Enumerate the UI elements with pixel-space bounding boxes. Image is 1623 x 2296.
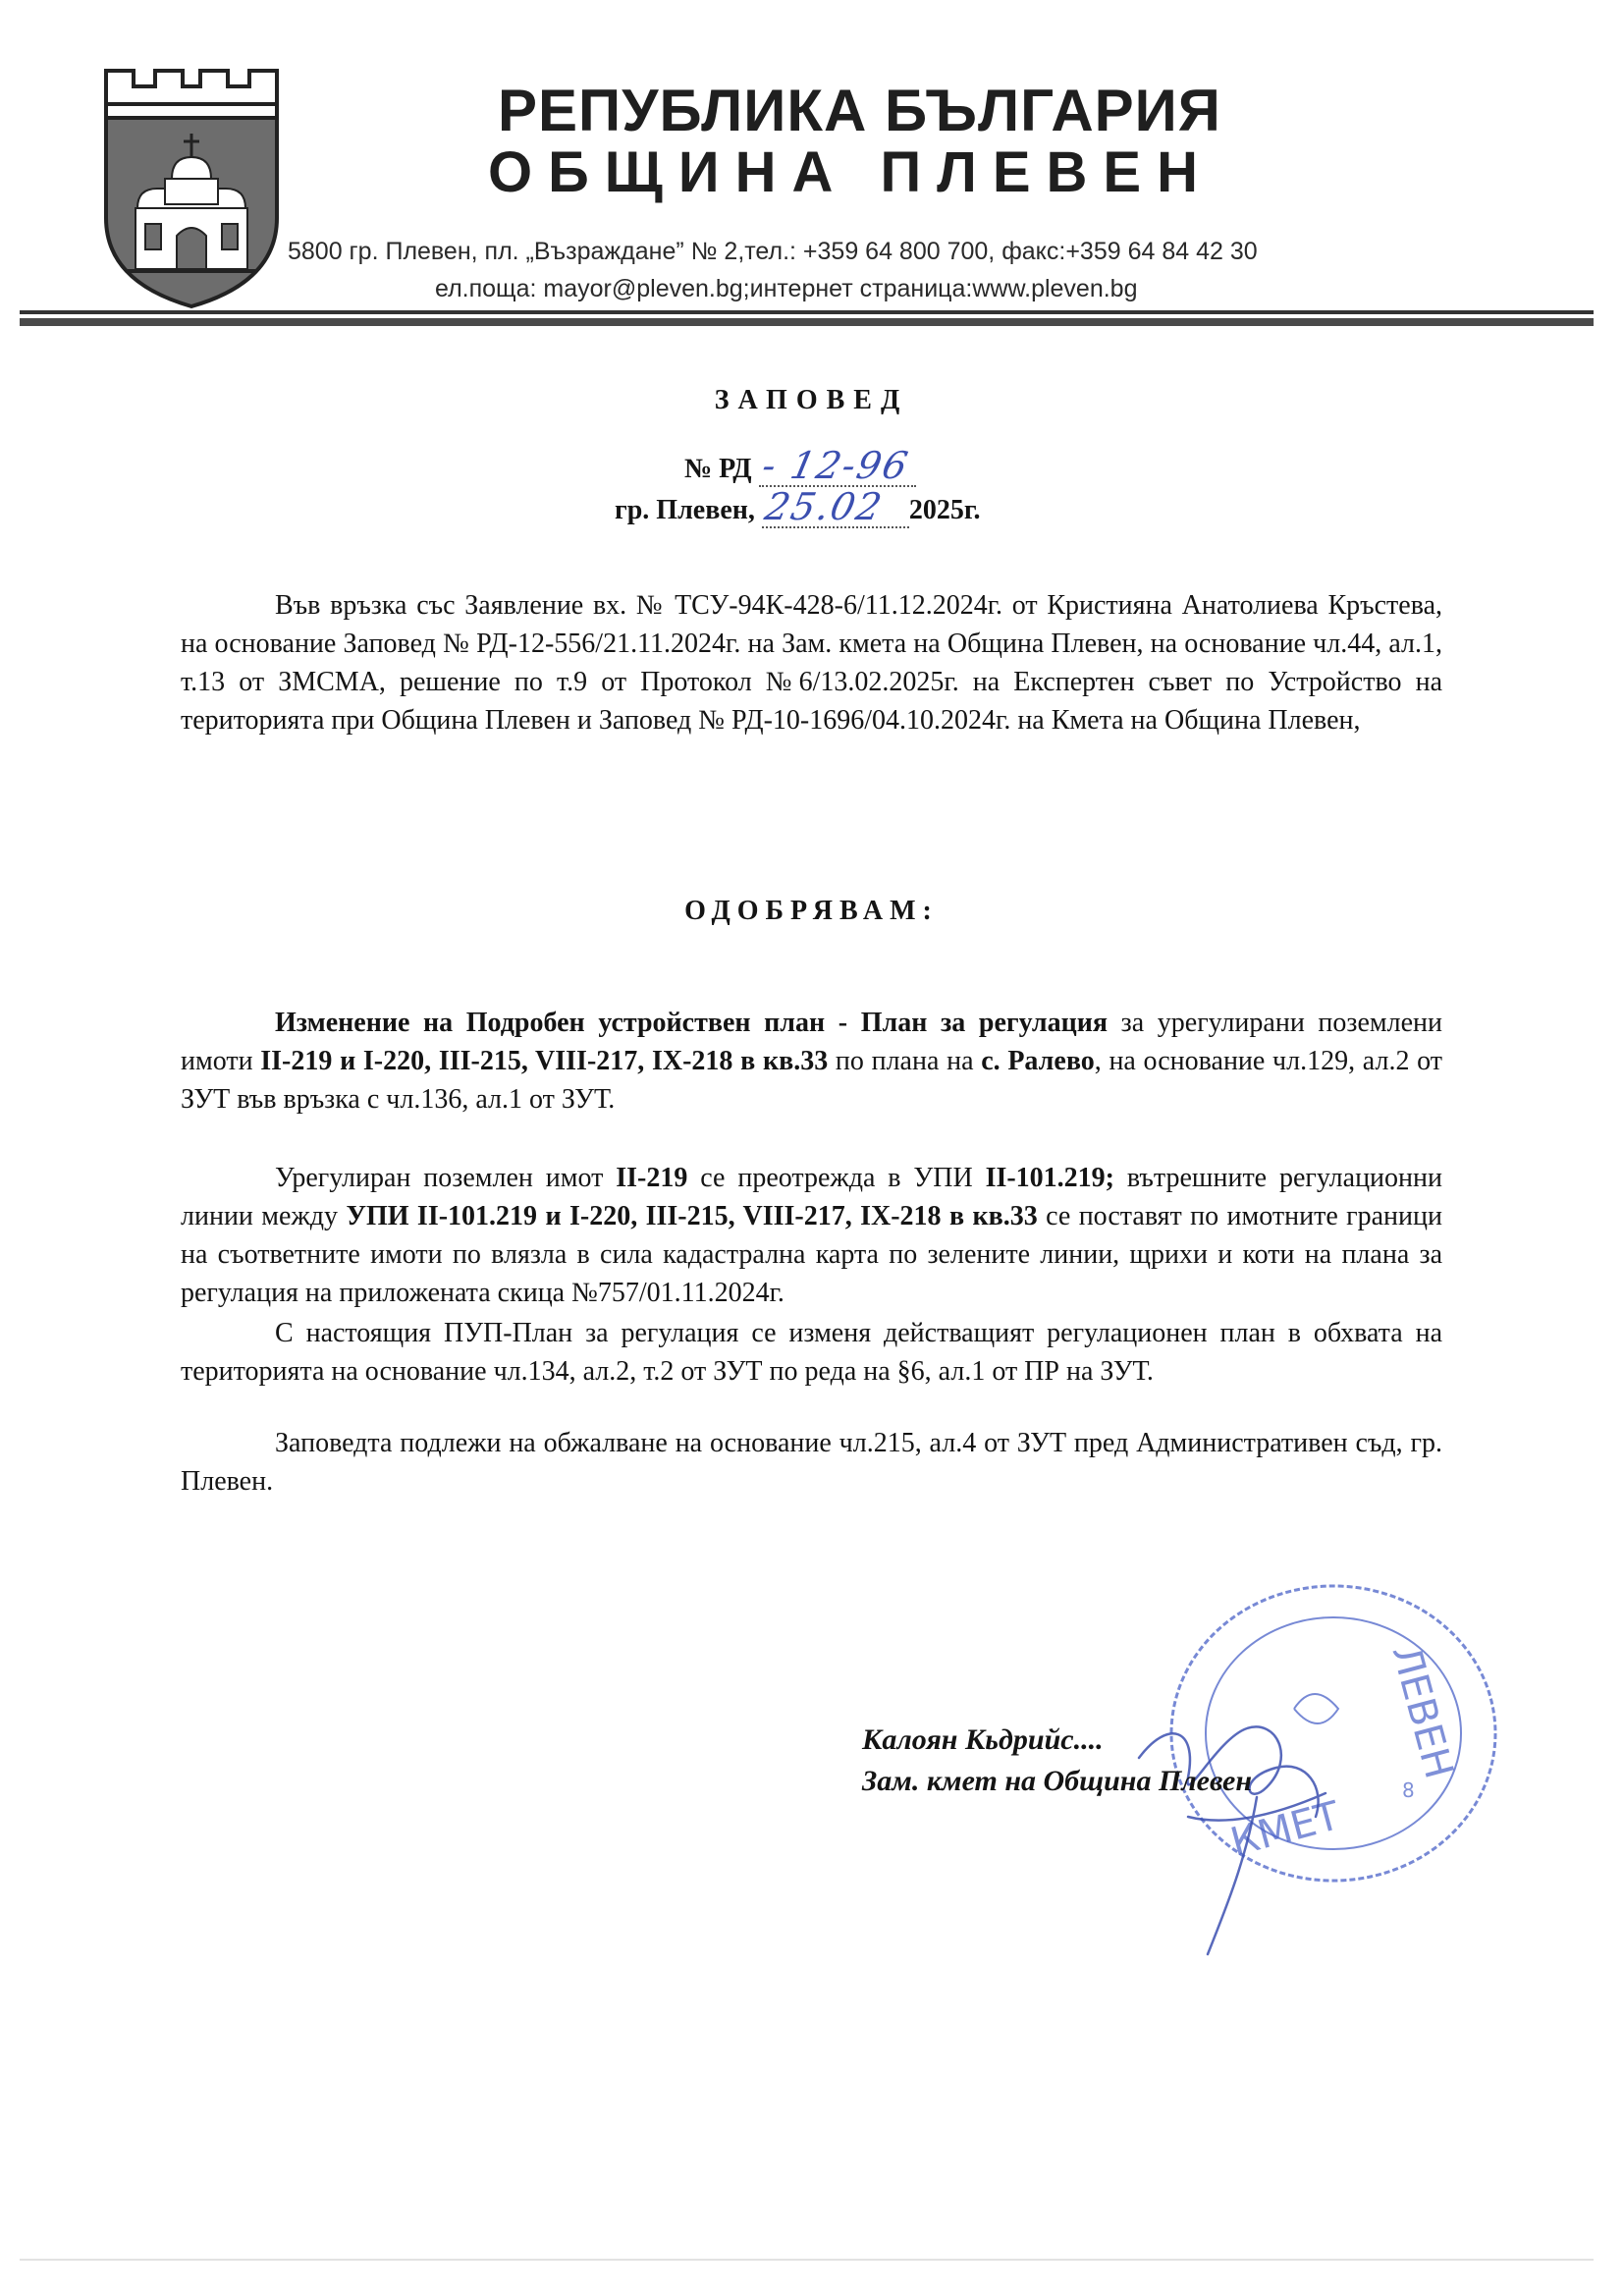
order-date-handwritten: 25.02 <box>761 485 888 528</box>
coat-of-arms-icon <box>98 61 285 311</box>
letterhead-divider <box>20 310 1594 314</box>
order-city: гр. Плевен, <box>615 495 755 525</box>
approve-heading: ОДОБРЯВАМ: <box>684 896 939 926</box>
svg-text:КМЕТ: КМЕТ <box>1225 1793 1345 1866</box>
text-run: се преотрежда в УПИ <box>687 1163 986 1193</box>
letterhead-municipality: ОБЩИНА ПЛЕВЕН <box>488 140 1215 204</box>
text-run: за урегулирани поземлени имоти <box>181 1008 1442 1076</box>
svg-text:ЛЕВЕН: ЛЕВЕН <box>1382 1640 1462 1784</box>
handwritten-signature-icon <box>1129 1699 1355 1974</box>
order-number-line <box>684 444 916 487</box>
document-title: ЗАПОВЕД <box>714 385 909 415</box>
order-number-handwritten: - 12-96 <box>757 444 913 487</box>
village-name: с. Ралево <box>981 1046 1095 1076</box>
letterhead-country: РЕПУБЛИКА БЪЛГАРИЯ <box>498 78 1221 143</box>
letterhead-divider-thick <box>20 318 1594 326</box>
text-run: вътрешните регулационни линии между <box>181 1163 1442 1231</box>
property-list-2: УПИ II-101.219 и I-220, III-215, VIII-217, IX-218 в кв.33 <box>346 1201 1038 1231</box>
text-run: Урегулиран поземлен имот <box>275 1163 617 1193</box>
plan-change-title: Изменение на Подробен устройствен план - План за регулация <box>275 1008 1109 1038</box>
text-run: по плана на <box>828 1046 982 1076</box>
new-property-id: II-101.219; <box>985 1163 1115 1193</box>
letterhead-address: 5800 гр. Плевен, пл. „Възраждане” № 2,тел.: +359 64 800 700, факс:+359 64 84 42 30 <box>288 238 1258 265</box>
signer-name: Калоян Кьдрийс.... <box>862 1723 1104 1756</box>
signer-title: Зам. кмет на Община Плевен <box>862 1765 1253 1797</box>
property-list: II-219 и I-220, III-215, VIII-217, IX-218 в кв.33 <box>260 1046 829 1076</box>
order-date-line <box>615 485 981 528</box>
text-run: , на основание чл.129, ал.2 от ЗУТ във връзка с чл.136, ал.1 от ЗУТ. <box>181 1046 1443 1115</box>
order-number-prefix: № РД <box>684 454 752 484</box>
decision-paragraph-3: С настоящия ПУП-План за регулация се изменя действащият регулационен план в обхвата на територията на основание чл.134, ал.2, т.2 от ЗУТ по реда на §6, ал.1 от ПР на ЗУТ. <box>181 1318 1442 1387</box>
svg-text:8: 8 <box>1402 1778 1415 1802</box>
letterhead-contact: ел.поща: mayor@pleven.bg;интернет страница:www.pleven.bg <box>435 275 1138 302</box>
order-date-field <box>761 485 909 528</box>
property-id: II-219 <box>616 1163 688 1193</box>
decision-paragraph-1 <box>181 1004 1442 1119</box>
decision-paragraph-2 <box>181 1159 1442 1312</box>
text-run: се поставят по имотните граници на съответните имоти по влязла в сила кадастрална карта по зелените линии, щрихи и коти на плана за регулация на приложената скица №757/01.11.2024г. <box>181 1201 1442 1308</box>
preamble-paragraph: Във връзка със Заявление вх. № ТСУ-94К-428-6/11.12.2024г. от Кристияна Анатолиева Кръстева, на основание Заповед № РД-12-556/21.11.2024г. на Зам. кмета на Община Плевен, на основание чл.44, ал.1, т.13 от ЗМСМА, решение по т.9 от Протокол №6/13.02.2025г. на Експертен съвет по Устройство на територията при Община Плевен и Заповед № РД-10-1696/04.10.2024г. на Кмета на Община Плевен, <box>181 590 1442 736</box>
appeal-paragraph: Заповедта подлежи на обжалване на основание чл.215, ал.4 от ЗУТ пред Административен съд, гр. Плевен. <box>181 1428 1442 1497</box>
order-year: 2025г. <box>908 495 981 525</box>
order-number-field <box>757 444 916 487</box>
page-bottom-line <box>20 2259 1594 2261</box>
